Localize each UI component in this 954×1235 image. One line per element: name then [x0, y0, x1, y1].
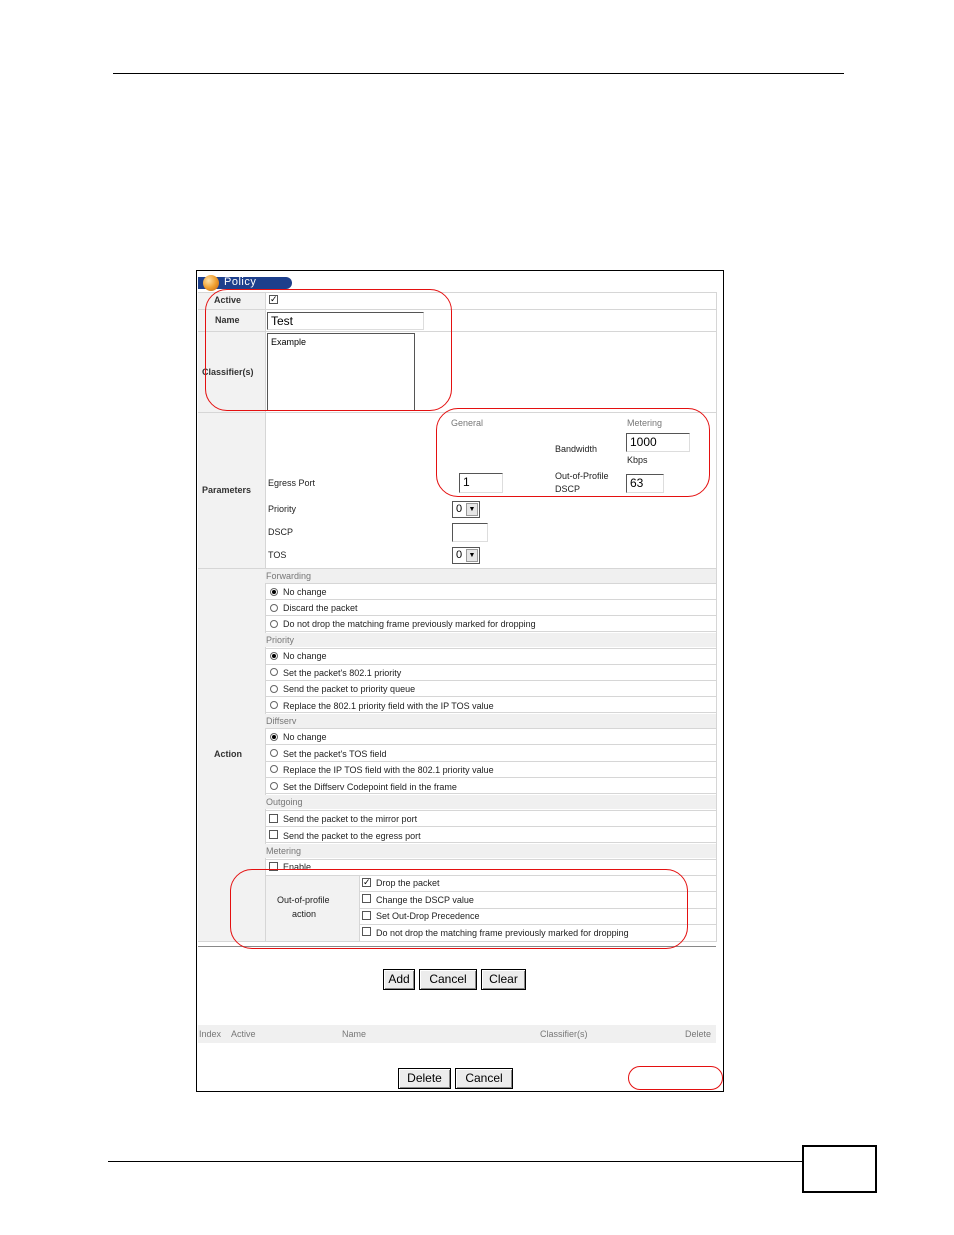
priority-option: Set the packet's 802.1 priority — [283, 668, 402, 678]
oop-option: Set Out-Drop Precedence — [376, 911, 480, 921]
cancel-delete-button[interactable]: Cancel — [455, 1068, 513, 1089]
diffserv-option: No change — [283, 732, 327, 742]
outgoing-option: Send the packet to the mirror port — [283, 814, 418, 824]
priority-header — [265, 633, 716, 647]
parameters-label: Parameters — [202, 485, 252, 495]
active-checkbox[interactable]: ✓ — [270, 294, 278, 304]
forwarding-discard-radio[interactable] — [270, 604, 278, 612]
highlight-metering-fields — [436, 408, 710, 497]
forwarding-header — [265, 569, 716, 583]
forwarding-no-change-radio[interactable] — [270, 588, 278, 596]
column-header: Classifier(s) — [540, 1029, 588, 1039]
dscp-label: DSCP — [268, 527, 294, 537]
priority-queue-radio[interactable] — [270, 685, 278, 693]
clear-button[interactable]: Clear — [481, 969, 526, 990]
bandwidth-input[interactable]: 1000 — [626, 433, 690, 452]
outgoing-option: Send the packet to the egress port — [283, 831, 421, 841]
metering-label: Metering — [627, 418, 663, 428]
dscp-input[interactable] — [452, 523, 488, 542]
policy-orb-icon — [203, 275, 219, 291]
name-label: Name — [215, 315, 240, 325]
highlight-oop-action — [230, 869, 688, 949]
forwarding-option: Do not drop the matching frame previously marked for dropping — [283, 619, 536, 629]
oop-dscp-label: Out-of-Profile — [555, 471, 609, 481]
oop-option: Change the DSCP value — [376, 895, 474, 905]
diffserv-option: Replace the IP TOS field with the 802.1 priority value — [283, 765, 494, 775]
highlight-general-fields — [205, 289, 452, 411]
oop-dscp-input[interactable]: 63 — [626, 474, 664, 493]
add-button[interactable]: Add — [383, 969, 415, 990]
priority-option: Replace the 802.1 priority field with the IP TOS value — [283, 701, 494, 711]
column-header: Delete — [685, 1029, 712, 1039]
cancel-button[interactable]: Cancel — [419, 969, 477, 990]
forwarding-do-not-drop-radio[interactable] — [270, 620, 278, 628]
outgoing-egress-checkbox[interactable] — [269, 830, 278, 839]
priority-replace-radio[interactable] — [270, 701, 278, 709]
priority-option: No change — [283, 651, 327, 661]
footer-rule — [108, 1161, 802, 1162]
header-rule — [113, 73, 844, 74]
column-header: Name — [342, 1029, 367, 1039]
priority-no-change-radio[interactable] — [270, 652, 278, 660]
outgoing-label: Outgoing — [266, 797, 303, 807]
diffserv-codepoint-radio[interactable] — [270, 782, 278, 790]
outgoing-mirror-checkbox[interactable] — [269, 814, 278, 823]
oop-option: Do not drop the matching frame previously marked for dropping — [376, 928, 629, 938]
outgoing-header — [265, 795, 716, 809]
diffserv-replace-tos-radio[interactable] — [270, 765, 278, 773]
chevron-down-icon: ▼ — [466, 503, 478, 516]
diffserv-no-change-radio[interactable] — [270, 733, 278, 741]
tos-label: TOS — [268, 550, 287, 560]
oop-drop-checkbox[interactable]: ✓ — [363, 877, 371, 887]
priority-select[interactable]: 0 ▼ — [452, 501, 480, 518]
kbps-label: Kbps — [627, 455, 648, 465]
column-header: Active — [231, 1029, 256, 1039]
bandwidth-label: Bandwidth — [555, 444, 598, 454]
priority-option: Send the packet to priority queue — [283, 684, 416, 694]
metering-section-label: Metering — [266, 846, 302, 856]
active-label: Active — [214, 295, 242, 305]
tos-select[interactable]: 0 ▼ — [452, 547, 480, 564]
delete-button[interactable]: Delete — [398, 1068, 451, 1089]
table-header — [198, 1025, 716, 1043]
metering-header — [265, 844, 716, 858]
diffserv-set-tos-radio[interactable] — [270, 749, 278, 757]
diffserv-header — [265, 714, 716, 728]
classifier-label: Classifier(s) — [202, 367, 254, 377]
chevron-down-icon: ▼ — [466, 549, 478, 562]
priority-label: Priority — [268, 504, 297, 514]
oop-option: Drop the packet — [376, 878, 440, 888]
column-header: Index — [199, 1029, 222, 1039]
name-input[interactable]: Test — [267, 312, 424, 330]
egress-port-label: Egress Port — [268, 478, 316, 488]
diffserv-label: Diffserv — [266, 716, 297, 726]
forwarding-label: Forwarding — [266, 571, 312, 581]
egress-port-input[interactable]: 1 — [459, 473, 503, 493]
priority-section-label: Priority — [266, 635, 295, 645]
diffserv-option: Set the packet's TOS field — [283, 749, 387, 759]
oop-action-label-2: action — [292, 909, 317, 919]
page-number-box — [802, 1145, 877, 1193]
oop-dscp-label-2: DSCP — [555, 484, 581, 494]
action-label: Action — [214, 749, 242, 759]
classifier-item[interactable]: Example — [271, 337, 307, 347]
oop-action-label: Out-of-profile — [277, 895, 330, 905]
forwarding-option: No change — [283, 587, 327, 597]
page-title: Policy — [224, 276, 257, 288]
highlight-delete-column — [628, 1066, 723, 1090]
general-label: General — [451, 418, 484, 428]
forwarding-option: Discard the packet — [283, 603, 358, 613]
diffserv-option: Set the Diffserv Codepoint field in the frame — [283, 782, 457, 792]
priority-set-8021-radio[interactable] — [270, 668, 278, 676]
metering-enable-label: Enable — [283, 862, 312, 872]
